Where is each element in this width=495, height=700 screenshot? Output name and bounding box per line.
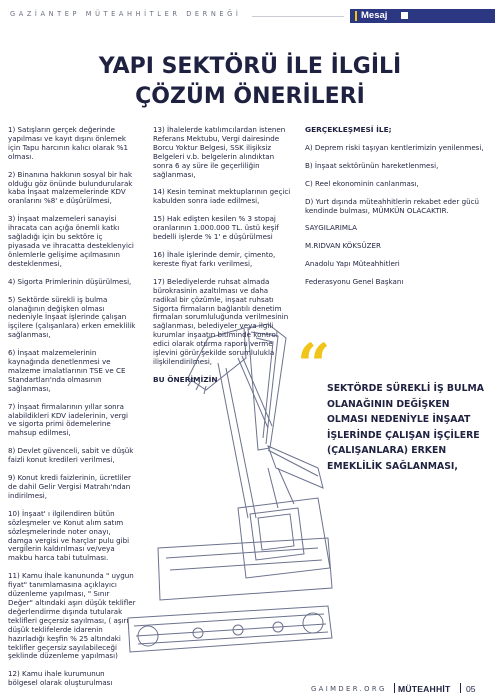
pull-quote: SEKTÖRDE SÜREKLİ İŞ BULMA OLANAĞININ DEĞİŞKEN OLMASI NEDENİYLE İNŞAAT İŞLERİNDE ÇALIŞAN İŞÇİLERE (ÇALIŞANLARA) ERKEN EMEKLİLİK SAĞLANMASI, bbox=[327, 383, 484, 472]
list-item: 3) İnşaat malzemeleri sanayisi ihracata can açığa önemli katkı sağladığı için bu sektöre iç piyasada ve ihracatta desteklenyici önlemlerle gelişime açılmasının desteklenmesi, bbox=[8, 214, 134, 268]
list-item: 2) Binanına hakkının sosyal bir hak olduğu göz önünde bulundurularak kaba İnşaat malzemelerinde KDV oranlarını %8' e düşürülmesi, bbox=[8, 169, 133, 206]
list-item: C) Reel ekonominin canlanması, bbox=[305, 178, 419, 188]
page-title-line-1: YAPI SEKTÖRÜ İLE İLGİLİ bbox=[98, 54, 402, 79]
list-item: 16) İhale işlerinde demir, çimento, kereste fiyat farkı verilmesi, bbox=[153, 249, 276, 268]
square-icon bbox=[401, 12, 408, 19]
list-item: A) Deprem riski taşıyan kentlerimizin yenilenmesi, bbox=[305, 142, 484, 152]
signature-block bbox=[305, 242, 485, 287]
list-item: 1) Satışların gerçek değerinde yapılması ve kayıt dışını önlemek için Tapu harcının kalıcı olarak %1 olması. bbox=[8, 125, 128, 161]
closing-text: SAYGILARIMLA bbox=[305, 223, 357, 233]
list-item: 12) Kamu ihale kurumunun bölgesel olarak oluşturulması bbox=[8, 669, 113, 688]
column-3 bbox=[305, 126, 485, 296]
list-item: 5) Sektörde sürekli iş bulma olanağının değişken olması nedeniyle İnşaat işlerinde çalışan işçilere (çalışanlara) erken emeklilik sağlanması, bbox=[8, 294, 136, 340]
page-number: 05 bbox=[466, 684, 476, 694]
footer-site: GAIMDER.ORG bbox=[311, 685, 387, 693]
footer-divider bbox=[394, 683, 395, 693]
list-item: 10) İnşaat' ı ilgilendiren bütün sözleşmeler ve Konut alım satım sözleşmelerinde noter onayı, damga vergisi ve harçlar pulu gibi vergilerin kaldırılması ve/veya makbu harca tabi tutulması. bbox=[8, 508, 130, 563]
list-item: D) Yurt dışında müteahhitlerin rekabet eder gücü kendinde bulması, MÜMKÜN OLACAKTIR. bbox=[305, 196, 479, 215]
page-title bbox=[40, 52, 460, 112]
org-header: GAZİANTEP MÜTEAHHİTLER DERNEĞİ bbox=[10, 10, 242, 18]
list-item: 11) Kamu İhale kanununda " uygun fiyat" tanımlamasına açıklayıcı düzenleme yapılması, " Sınır Değer" altındaki aşırı düşük teklifler değerlendirme dışında tutularak teklifleri geçersiz sayılması, ( aşırı düşük teklifelerde idarenin hazırladığı keşfin % 25 altındaki teklifler geçersiz sayılabileceği şeklinde düzenleme yapılması) bbox=[8, 571, 136, 661]
signature-title: Federasyonu Genel Başkanı bbox=[305, 277, 404, 287]
list-item: 15) Hak edişten kesilen % 3 stopaj oranlarının 1.000.000 TL. üstü keşif bedelli işlerde % 1' e düşürülmesi bbox=[153, 214, 279, 242]
signature-name: M.RIDVAN KÖKSÜZER bbox=[305, 241, 381, 251]
footer-divider bbox=[460, 683, 461, 693]
footer-brand: MÜTEAHHİT bbox=[398, 684, 451, 694]
list-item: 17) Belediyelerde ruhsat almada bürokrasinin azaltılması ve daha radikal bir çözümle, inşaat ruhsatı Sigorta firmaların bağlantılı denetim firmaları sorumluluğunda verilmesinin sağlanması, belediyeler veya ilgili kurumlar inşaatın bitiminde kontrol edici olarak oturma raporu verme işlevini görür şekilde sorumlulukla ilişkilendirilmesi, bbox=[153, 276, 289, 366]
signature-org: Anadolu Yapı Müteahhitleri bbox=[305, 259, 400, 269]
section-tab-bar bbox=[355, 11, 357, 21]
header-rule bbox=[252, 16, 344, 17]
page-title-line-2: ÇÖZÜM ÖNERİLERİ bbox=[135, 84, 365, 109]
list-item: 9) Konut kredi faizlerinin, ücretliler de dahil Gelir Vergisi Matrahı'ndan indirilmesi, bbox=[8, 473, 131, 500]
list-item: 8) Devlet güvenceli, sabit ve düşük faizli konut kredileri verilmesi, bbox=[8, 446, 134, 465]
section-tab bbox=[350, 9, 495, 23]
list-item: 14) Kesin teminat mektuplarının geçici kabulden sonra iade edilmesi, bbox=[153, 187, 291, 206]
list-item: B) İnşaat sektörünün hareketlenmesi, bbox=[305, 160, 439, 170]
column-2-heading: BU ÖNERİMİZİN bbox=[153, 374, 218, 384]
list-item: 6) İnşaat malzemelerinin kaynağında denetlenmesi ve malzeme imalatlarının TSE ve CE Standartları'nda olmasının sağlanması, bbox=[8, 348, 126, 393]
column-1 bbox=[8, 126, 136, 697]
column-3-heading: GERÇEKLEŞMESİ İLE; bbox=[305, 125, 392, 134]
list-item: 4) Sigorta Primlerinin düşürülmesi, bbox=[8, 276, 132, 286]
section-tab-label: Mesaj bbox=[361, 10, 388, 21]
list-item: 7) İnşaat firmalarının yıllar sonra alabildikleri KDV iadelerinin, vergi ve sigorta primi ödemelerine mahsup edilmesi, bbox=[8, 401, 128, 438]
quote-mark-icon: “ bbox=[297, 331, 331, 399]
list-item: 13) İhalelerde katılımcılardan istenen Referans Mektubu, Vergi dairesinde Borcu Yoktur Belgesi, SSK ilişiksiz Belgeleri v.b. belgelerin alındıktan sonra 6 ay süre ile geçerliliğin sağlanması, bbox=[153, 125, 286, 179]
